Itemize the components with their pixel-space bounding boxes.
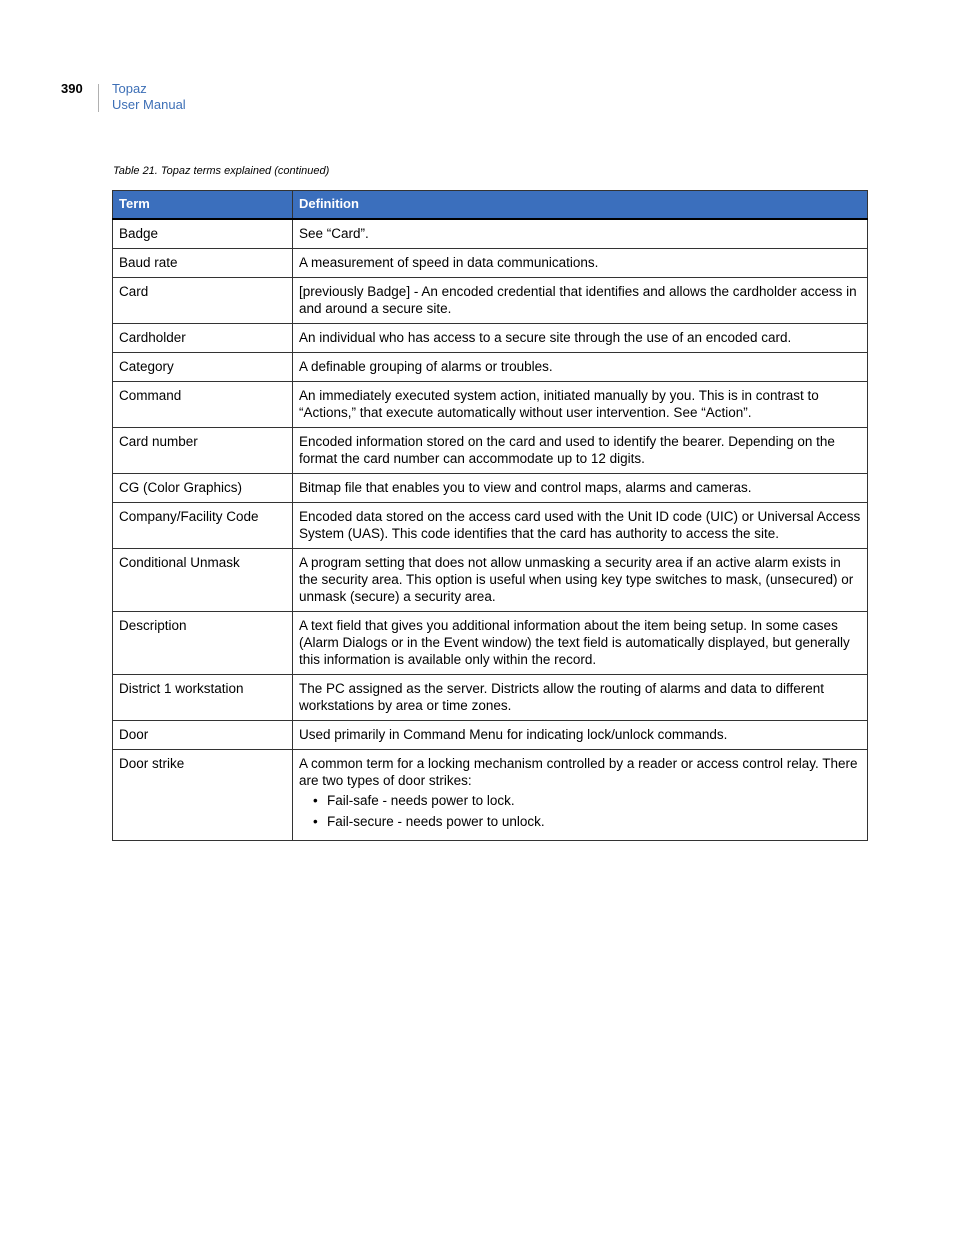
definition-cell: See “Card”. [293, 219, 868, 249]
column-header-term: Term [113, 191, 293, 220]
definition-cell [293, 750, 868, 841]
doc-title [112, 81, 186, 113]
page-header [0, 0, 954, 120]
term-cell: Card number [113, 428, 293, 474]
list-item: • Fail-safe - needs power to lock. [313, 792, 861, 809]
definition-cell: A measurement of speed in data communications. [293, 249, 868, 278]
table-row [113, 278, 868, 324]
table-row [113, 353, 868, 382]
definition-cell: Encoded data stored on the access card used with the Unit ID code (UIC) or Universal Access System (UAS). This code identifies that the card has authority to access the site. [293, 503, 868, 549]
table-row [113, 612, 868, 675]
terms-table [112, 190, 868, 841]
term-cell: District 1 workstation [113, 675, 293, 721]
table-row [113, 382, 868, 428]
term-cell: Description [113, 612, 293, 675]
bullet-list [299, 792, 861, 830]
doc-title-product: Topaz [112, 81, 147, 96]
table-caption: Table 21. Topaz terms explained (continued) [113, 165, 330, 177]
definition-cell: Bitmap file that enables you to view and control maps, alarms and cameras. [293, 474, 868, 503]
definition-cell: A definable grouping of alarms or troubles. [293, 353, 868, 382]
term-cell: Card [113, 278, 293, 324]
table-row [113, 750, 868, 841]
table-header-row [113, 191, 868, 220]
table-row [113, 219, 868, 249]
doc-title-manual: User Manual [112, 97, 186, 112]
table-row [113, 721, 868, 750]
term-cell: Conditional Unmask [113, 549, 293, 612]
term-cell: Baud rate [113, 249, 293, 278]
term-cell: CG (Color Graphics) [113, 474, 293, 503]
column-header-definition: Definition [293, 191, 868, 220]
header-divider [98, 84, 99, 112]
table-row [113, 503, 868, 549]
definition-cell: An individual who has access to a secure site through the use of an encoded card. [293, 324, 868, 353]
definition-cell: An immediately executed system action, initiated manually by you. This is in contrast to “Actions,” that execute automatically without user intervention. See “Action”. [293, 382, 868, 428]
table-row [113, 675, 868, 721]
term-cell: Company/Facility Code [113, 503, 293, 549]
definition-cell: The PC assigned as the server. Districts allow the routing of alarms and data to different workstations by area or time zones. [293, 675, 868, 721]
term-cell: Category [113, 353, 293, 382]
definition-cell: Encoded information stored on the card and used to identify the bearer. Depending on the format the card number can accommodate up to 12 digits. [293, 428, 868, 474]
term-cell: Door strike [113, 750, 293, 841]
definition-cell: [previously Badge] - An encoded credential that identifies and allows the cardholder access in and around a secure site. [293, 278, 868, 324]
definition-cell: Used primarily in Command Menu for indicating lock/unlock commands. [293, 721, 868, 750]
term-cell: Command [113, 382, 293, 428]
term-cell: Cardholder [113, 324, 293, 353]
table-row [113, 324, 868, 353]
table-row [113, 549, 868, 612]
definition-cell: A text field that gives you additional information about the item being setup. In some cases (Alarm Dialogs or in the Event window) the text field is automatically displayed, but generally this information is available only within the record. [293, 612, 868, 675]
definition-cell: A program setting that does not allow unmasking a security area if an active alarm exists in the security area. This option is useful when using key type switches to mask, (unsecured) or unmask (secure) a security area. [293, 549, 868, 612]
table-row [113, 474, 868, 503]
table-row [113, 428, 868, 474]
table-row [113, 249, 868, 278]
term-cell: Badge [113, 219, 293, 249]
page-number: 390 [61, 81, 83, 96]
definition-text: A common term for a locking mechanism controlled by a reader or access control relay. There are two types of door strikes: [299, 756, 858, 788]
list-item: • Fail-secure - needs power to unlock. [313, 813, 861, 830]
term-cell: Door [113, 721, 293, 750]
